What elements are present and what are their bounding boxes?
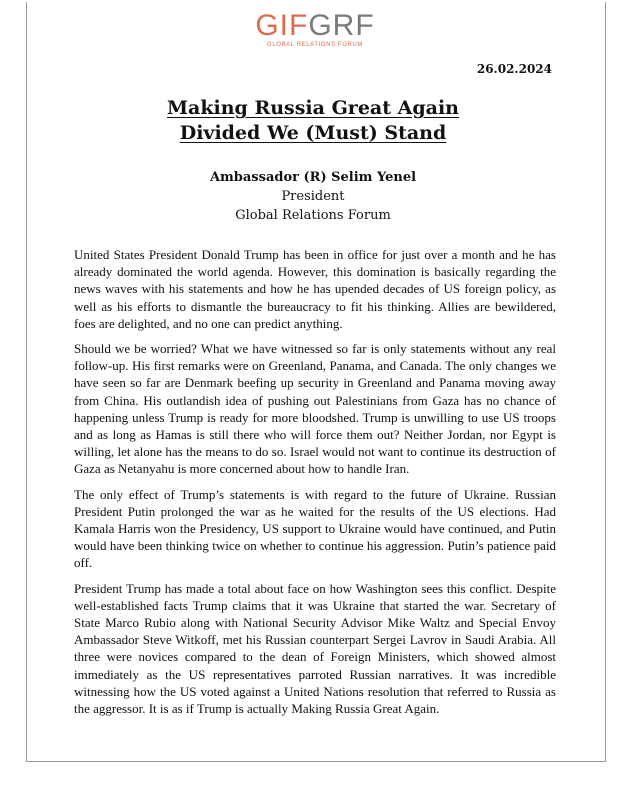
logo-subtitle: GLOBAL RELATIONS FORUM bbox=[267, 42, 363, 48]
title-line-2: Divided We (Must) Stand bbox=[179, 122, 447, 144]
paragraph: Should we be worried? What we have witnessed so far is only statements without any real follow-up. His first remarks were on Greenland, Panama, and Canada. The only changes we have seen so far are Denmark beefing up security in Greenland and Panama moving away from China. His outlandish idea of pushing out Palestinians from Gaza has no chance of happening unless Trump is ready for more bloodshed. Trump is unwilling to use US troops and as long as Hamas is still there who will force them out? Neither Jordan, nor Egypt is willing, let alone has the means to do so. Israel would not want to continue its destruction of Gaza as Netanyahu is more concerned about how to handle Iran. bbox=[74, 341, 556, 477]
title-line-1: Making Russia Great Again bbox=[167, 97, 459, 119]
author-role: President bbox=[281, 189, 345, 204]
article-body bbox=[74, 246, 556, 725]
paragraph: United States President Donald Trump has been in office for just over a month and he has already dominated the world agenda. However, this domination is basically regarding the news waves with his statements and how he has upended decades of US foreign policy, as well as his efforts to dismantle the bureaucracy to fit his thinking. Allies are bewildered, foes are delighted, and no one can predict anything. bbox=[74, 247, 556, 331]
logo-mark-rest: GRF bbox=[308, 9, 375, 42]
paragraph: President Trump has made a total about face on how Washington sees this conflict. Despite well-established facts Trump claims that it was Ukraine that started the war. Secretary of State Marco Rubio along with National Security Advisor Mike Waltz and Special Envoy Ambassador Steve Witkoff, met his Russian counterpart Sergei Lavrov in Saudi Arabia. All three were novices compared to the dean of Foreign Ministers, which showed almost immediately as the US representatives parroted Russian narratives. It was incredible witnessing how the US voted against a United Nations resolution that referred to Russia as the aggressor. It is as if Trump is actually Making Russia Great Again. bbox=[74, 580, 556, 717]
author-name: Ambassador (R) Selim Yenel bbox=[209, 170, 417, 185]
document-date: 26.02.2024 bbox=[476, 62, 552, 76]
author-block bbox=[70, 168, 556, 225]
title-block bbox=[70, 96, 556, 146]
logo-mark bbox=[245, 10, 385, 42]
paragraph: The only effect of Trump’s statements is with regard to the future of Ukraine. Russian President Putin prolonged the war as he waited for the results of the US elections. Had Kamala Harris won the Presidency, US support to Ukraine would have continued, and Putin would have been thinking twice on whether to continue his aggression. Putin’s patience paid off. bbox=[74, 486, 556, 571]
gfrf-logo bbox=[245, 10, 385, 48]
author-organization: Global Relations Forum bbox=[235, 208, 391, 223]
logo-mark-accent: GIF bbox=[255, 9, 309, 42]
